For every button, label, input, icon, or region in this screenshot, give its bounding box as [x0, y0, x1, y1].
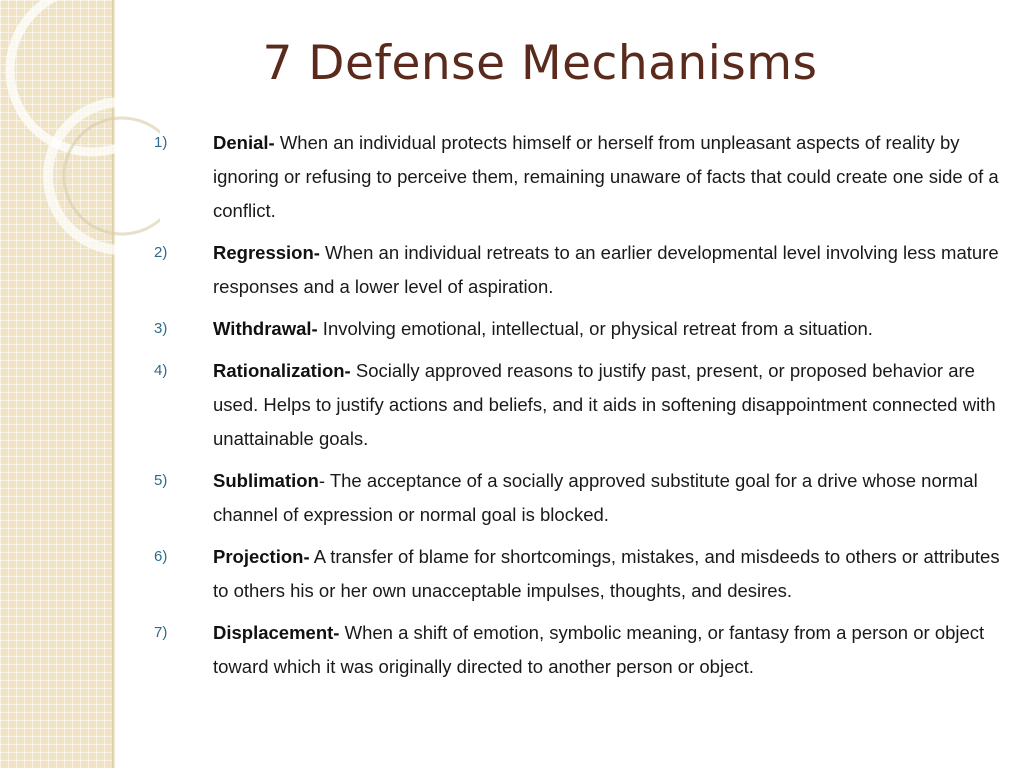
mechanism-definition: When an individual retreats to an earlier developmental level involving less mature responses and a lower level of aspiration.: [213, 242, 999, 297]
mechanism-term: Withdrawal-: [213, 318, 318, 339]
mechanism-term: Denial-: [213, 132, 275, 153]
list-number: 3): [154, 320, 168, 337]
mechanism-term: Displacement-: [213, 622, 340, 643]
mechanism-definition: Involving emotional, intellectual, or physical retreat from a situation.: [317, 318, 873, 339]
list-item: [150, 616, 1000, 684]
mechanism-term: Sublimation: [213, 470, 319, 491]
list-number: 1): [154, 134, 168, 151]
mechanism-definition: A transfer of blame for shortcomings, mistakes, and misdeeds to others or attributes to others his or her own unacceptable impulses, thoughts, and desires.: [213, 546, 1000, 601]
list-item: [150, 236, 1000, 304]
mechanism-term: Regression-: [213, 242, 320, 263]
list-number: 4): [154, 362, 168, 379]
list-number: 6): [154, 548, 168, 565]
list-item: [150, 540, 1000, 608]
list-item: [150, 312, 1000, 346]
mechanism-definition: When a shift of emotion, symbolic meaning, or fantasy from a person or object toward which it was originally directed to another person or object.: [213, 622, 985, 677]
list-number: 2): [154, 244, 168, 261]
list-item: [150, 464, 1000, 532]
mechanism-definition: Socially approved reasons to justify past, present, or proposed behavior are used. Helps to justify actions and beliefs, and it aids in softening disappointment connected with unattainable goals.: [213, 360, 996, 449]
slide-title: 7 Defense Mechanisms: [262, 36, 818, 91]
mechanism-term: Rationalization-: [213, 360, 351, 381]
decorative-rings-graphic: [0, 0, 160, 300]
list-item: [150, 126, 1000, 228]
mechanism-definition: When an individual protects himself or herself from unpleasant aspects of reality by ignoring or refusing to perceive them, remaining unaware of facts that could create one side of a conflict.: [213, 132, 999, 221]
mechanism-term: Projection-: [213, 546, 310, 567]
mechanism-definition: - The acceptance of a socially approved substitute goal for a drive whose normal channel of expression or normal goal is blocked.: [213, 470, 978, 525]
list-item: [150, 354, 1000, 456]
defense-mechanism-list: [150, 126, 1000, 692]
list-number: 7): [154, 624, 168, 641]
list-number: 5): [154, 472, 168, 489]
